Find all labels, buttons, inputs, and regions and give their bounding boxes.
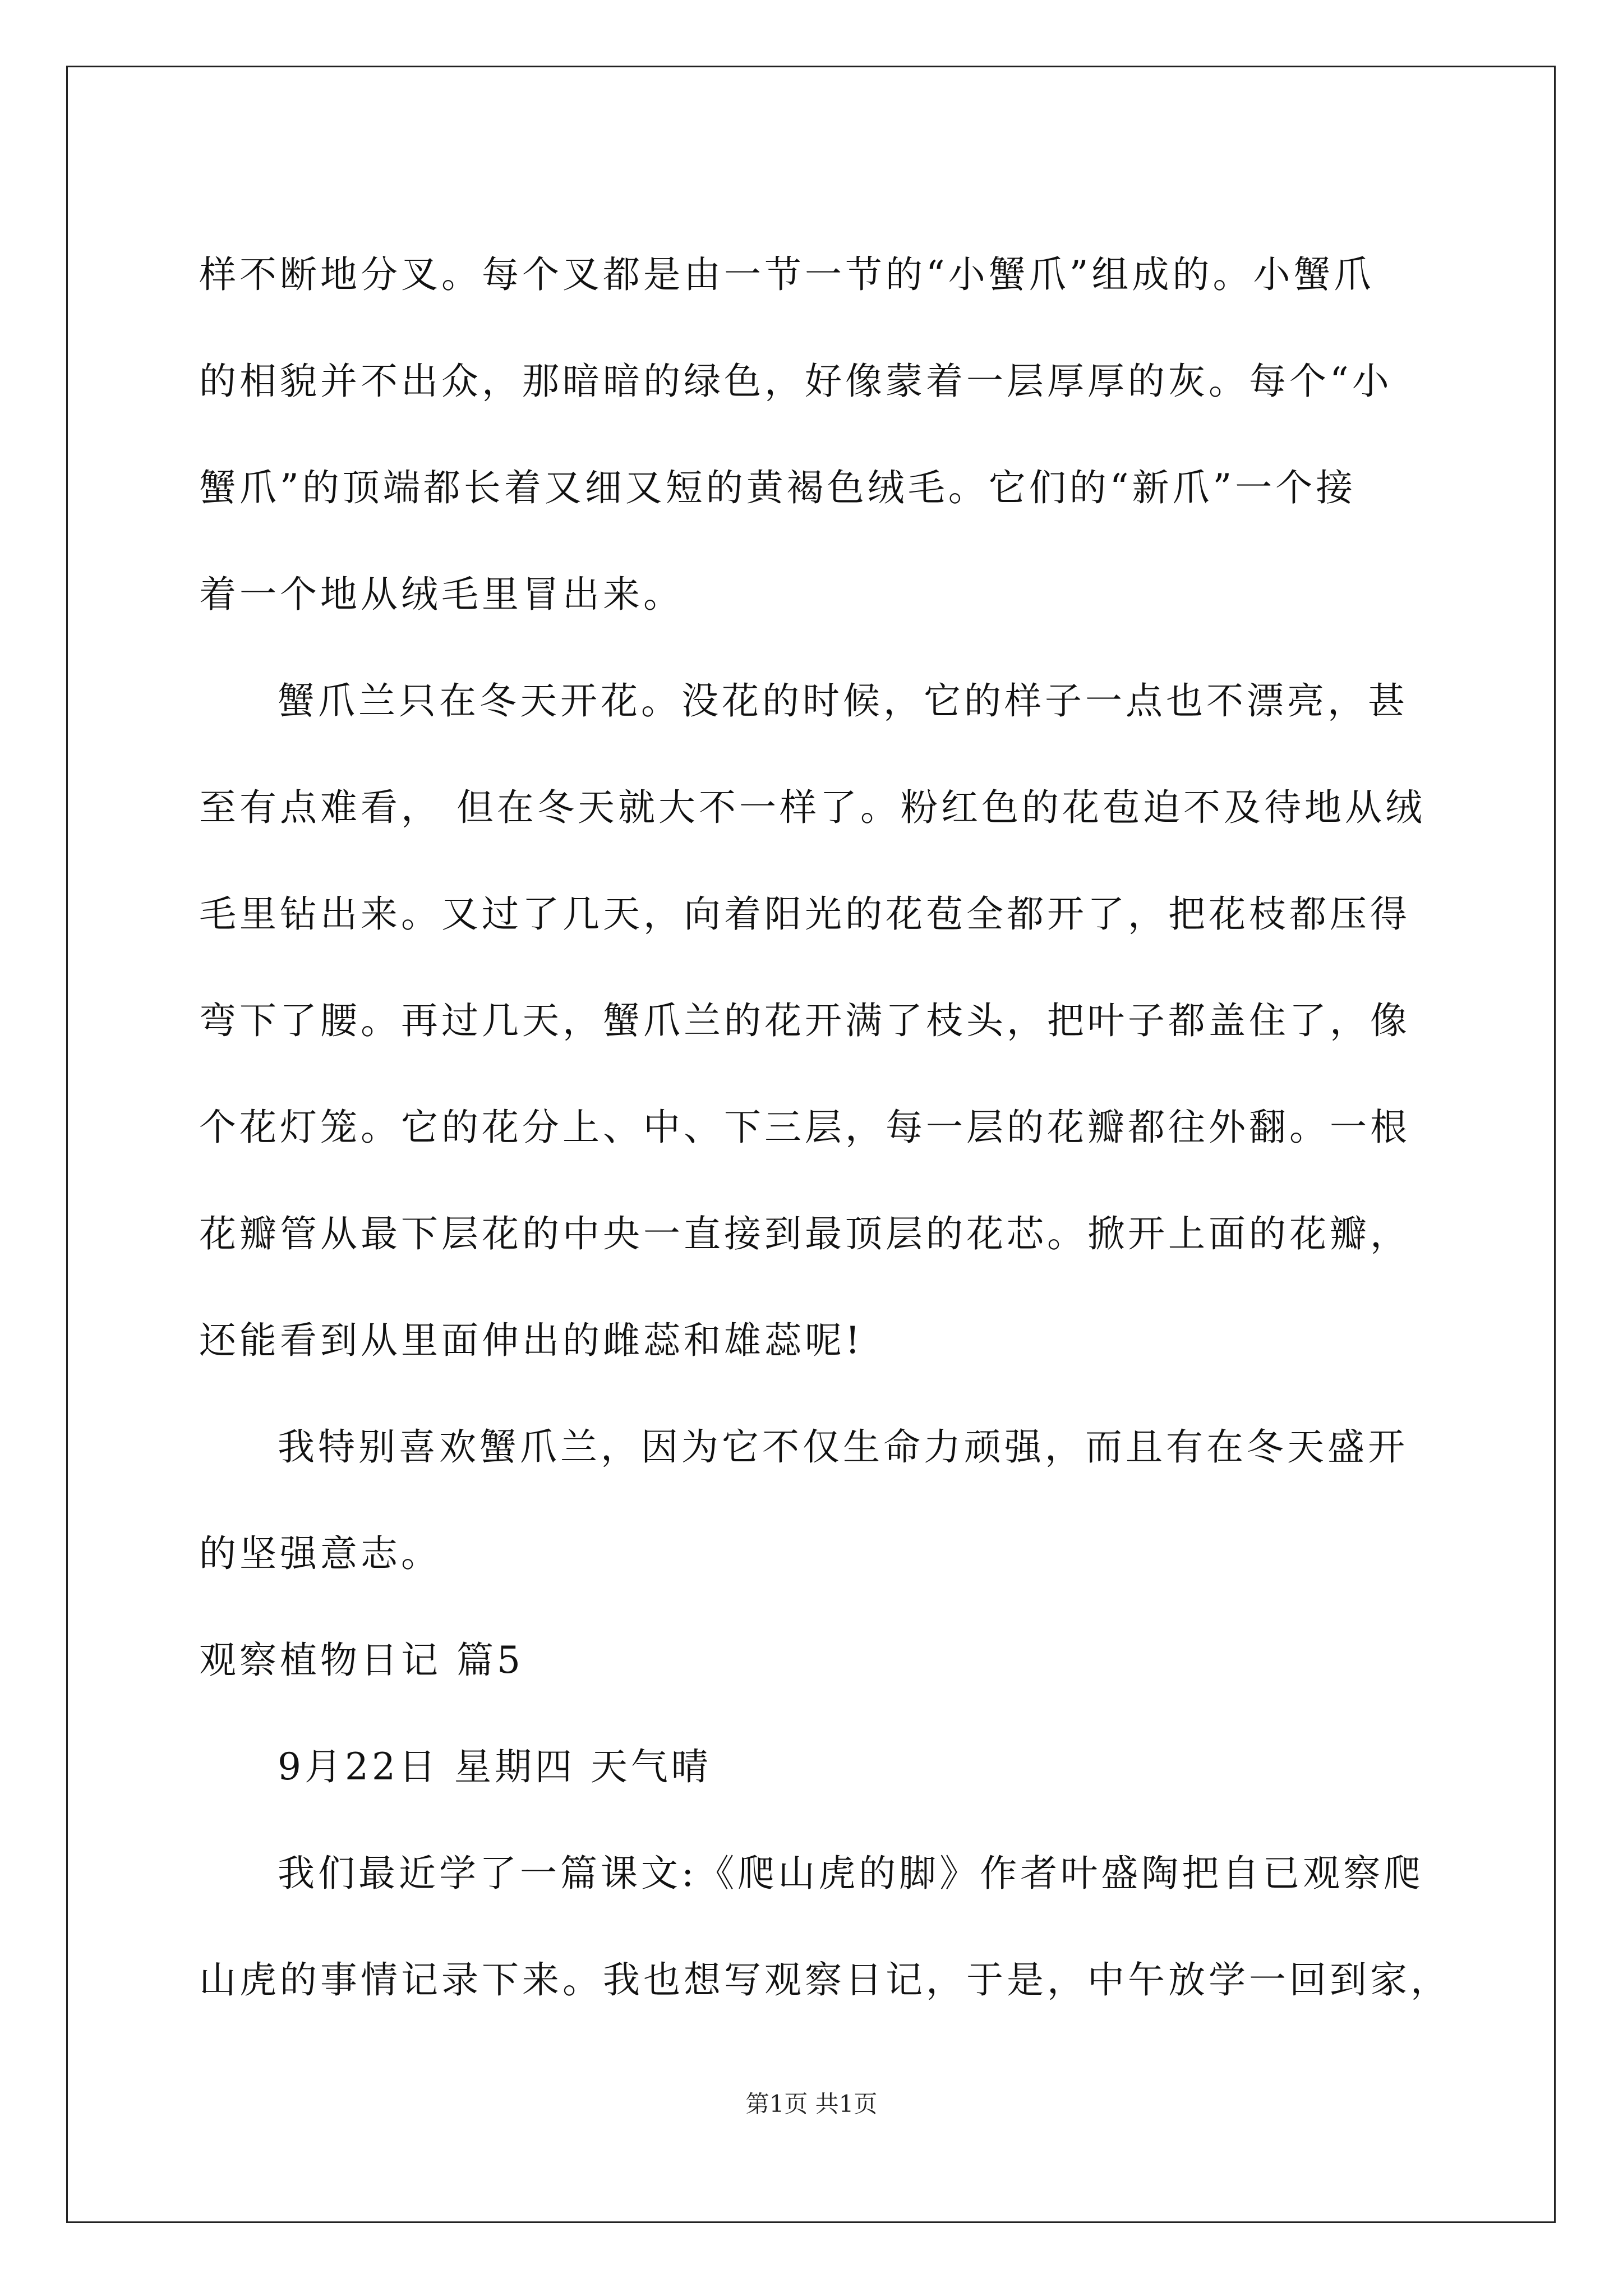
paragraph-line: 我特别喜欢蟹爪兰，因为它不仅生命力顽强，而且有在冬天盛开: [278, 1425, 1408, 1469]
paragraph-line: 还能看到从里面伸出的雌蕊和雄蕊呢!: [199, 1319, 864, 1362]
paragraph-line: 着一个地从绒毛里冒出来。: [199, 573, 684, 616]
paragraph-line: 样不断地分叉。每个叉都是由一节一节的“小蟹爪”组成的。小蟹爪: [199, 253, 1375, 296]
section-heading: 观察植物日记 篇5: [199, 1639, 524, 1682]
paragraph-line: 毛里钻出来。又过了几天，向着阳光的花苞全都开了，把花枝都压得: [199, 892, 1410, 936]
page-footer: 第1页 共1页: [745, 2090, 878, 2118]
paragraph-line: 花瓣管从最下层花的中央一直接到最顶层的花芯。掀开上面的花瓣，: [199, 1212, 1410, 1255]
paragraph-line: 个花灯笼。它的花分上、中、下三层，每一层的花瓣都往外翻。一根: [199, 1106, 1410, 1149]
paragraph-line: 至有点难看， 但在冬天就大不一样了。粉红色的花苞迫不及待地从绒: [199, 786, 1426, 829]
paragraph-line: 蟹爪兰只在冬天开花。没花的时候，它的样子一点也不漂亮，甚: [278, 679, 1408, 723]
paragraph-line: 的坚强意志。: [199, 1532, 441, 1575]
paragraph-line: 弯下了腰。再过几天，蟹爪兰的花开满了枝头，把叶子都盖住了，像: [199, 999, 1410, 1042]
date-line: 9月22日 星期四 天气晴: [278, 1745, 712, 1788]
document-body: [199, 222, 1451, 2033]
paragraph-line: 山虎的事情记录下来。我也想写观察日记，于是，中午放学一回到家，: [199, 1958, 1451, 2001]
paragraph-line: 我们最近学了一篇课文:《爬山虎的脚》作者叶盛陶把自已观察爬: [278, 1852, 1424, 1895]
paragraph-line: 的相貌并不出众，那暗暗的绿色，好像蒙着一层厚厚的灰。每个“小: [199, 360, 1393, 403]
paragraph-line: 蟹爪”的顶端都长着又细又短的黄褐色绒毛。它们的“新爪”一个接: [199, 466, 1357, 509]
